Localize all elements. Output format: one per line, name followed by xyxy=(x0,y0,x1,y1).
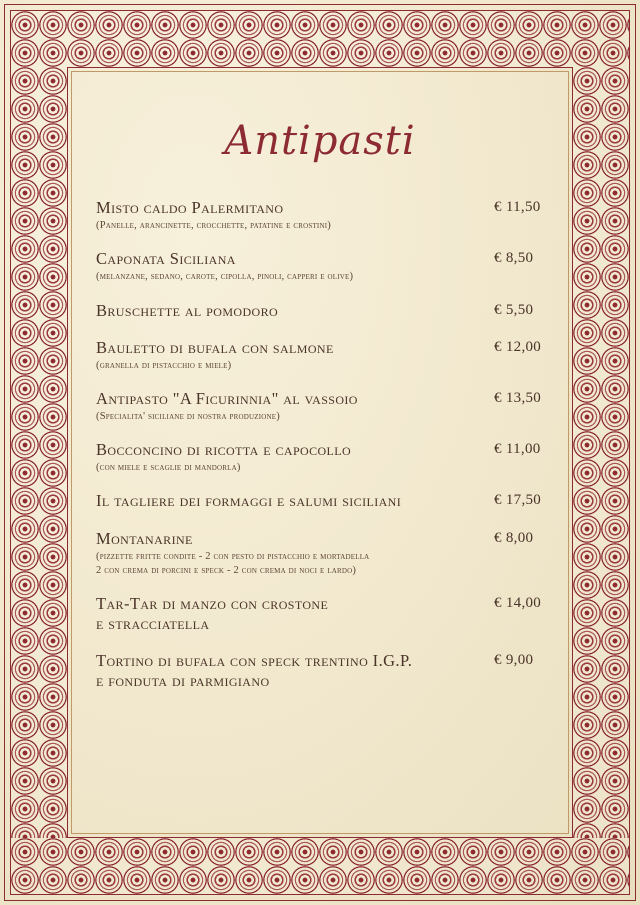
menu-item-name: Tar-Tar di manzo con crostone xyxy=(96,593,329,613)
menu-item-description: (con miele e scaglie di mandorla) xyxy=(96,462,241,474)
border-band-top xyxy=(11,11,629,67)
menu-item-list xyxy=(96,198,556,691)
menu-item-description: (Panelle, arancinette, crocchette, patatine e crostini) xyxy=(96,220,331,232)
menu-item-price: € 5,50 xyxy=(494,301,534,318)
menu-item-price: € 11,50 xyxy=(494,199,541,215)
menu-item-text xyxy=(96,529,494,577)
menu-item-name: Il tagliere dei formaggi e salumi siciliani xyxy=(96,491,402,511)
menu-item xyxy=(96,198,556,232)
menu-item-name: Antipasto "A Ficurinnia" al vassoio xyxy=(96,388,358,408)
menu-item-text xyxy=(96,440,494,474)
menu-item-price: € 17,50 xyxy=(494,492,542,509)
menu-item-description: (pizzette fritte condite - 2 con pesto di pistacchio e mortadella xyxy=(96,550,370,562)
menu-item-name: Montanarine xyxy=(96,528,193,548)
menu-item xyxy=(96,249,556,283)
menu-item-text xyxy=(96,338,494,372)
page-title: Antipasti xyxy=(224,118,416,164)
menu-item-price: € 11,00 xyxy=(494,441,541,458)
menu-item-name: Misto caldo Palermitano xyxy=(96,198,284,217)
menu-content xyxy=(72,78,568,827)
border-band-bottom xyxy=(11,838,629,894)
menu-item-price: € 14,00 xyxy=(494,594,542,611)
menu-item-price: € 9,00 xyxy=(494,652,534,669)
menu-item-text xyxy=(96,301,494,321)
menu-item-price: € 8,00 xyxy=(494,529,534,546)
menu-item-text xyxy=(96,389,494,423)
menu-item-name-line2: e fonduta di parmigiano xyxy=(96,671,270,691)
menu-item xyxy=(96,651,556,691)
menu-item-description: (Specialita' siciliane di nostra produzione) xyxy=(96,411,280,422)
menu-item xyxy=(96,491,556,511)
menu-item xyxy=(96,389,556,423)
menu-item-description: (melanzane, sedano, carote, cipolla, pinoli, capperi e olive) xyxy=(96,271,354,283)
menu-item-name: Caponata Siciliana xyxy=(96,249,236,269)
menu-item-name: Tortino di bufala con speck trentino I.G.P. xyxy=(96,651,413,671)
menu-item-price: € 13,50 xyxy=(494,389,542,406)
menu-item-text xyxy=(96,249,494,283)
menu-item-price: € 12,00 xyxy=(494,338,542,355)
menu-item-name-line2: e stracciatella xyxy=(96,614,210,633)
menu-item-description: (granella di pistacchio e miele) xyxy=(96,359,232,371)
menu-item-name: Bruschette al pomodoro xyxy=(96,300,279,320)
menu-item xyxy=(96,594,556,634)
menu-item-name: Bocconcino di ricotta e capocollo xyxy=(96,440,352,460)
menu-item xyxy=(96,529,556,577)
menu-item-description-line2: 2 con crema di porcini e speck - 2 con crema di noci e lardo) xyxy=(96,564,357,576)
menu-item-name: Bauletto di bufala con salmone xyxy=(96,337,334,357)
menu-item-text xyxy=(96,491,494,511)
border-band-left xyxy=(11,67,67,838)
menu-item-text xyxy=(96,594,494,634)
menu-item xyxy=(96,338,556,372)
menu-item xyxy=(96,440,556,474)
menu-item-text xyxy=(96,198,494,232)
menu-item-price: € 8,50 xyxy=(494,250,534,267)
menu-item xyxy=(96,301,556,321)
border-band-right xyxy=(573,67,629,838)
menu-item-text xyxy=(96,651,494,691)
